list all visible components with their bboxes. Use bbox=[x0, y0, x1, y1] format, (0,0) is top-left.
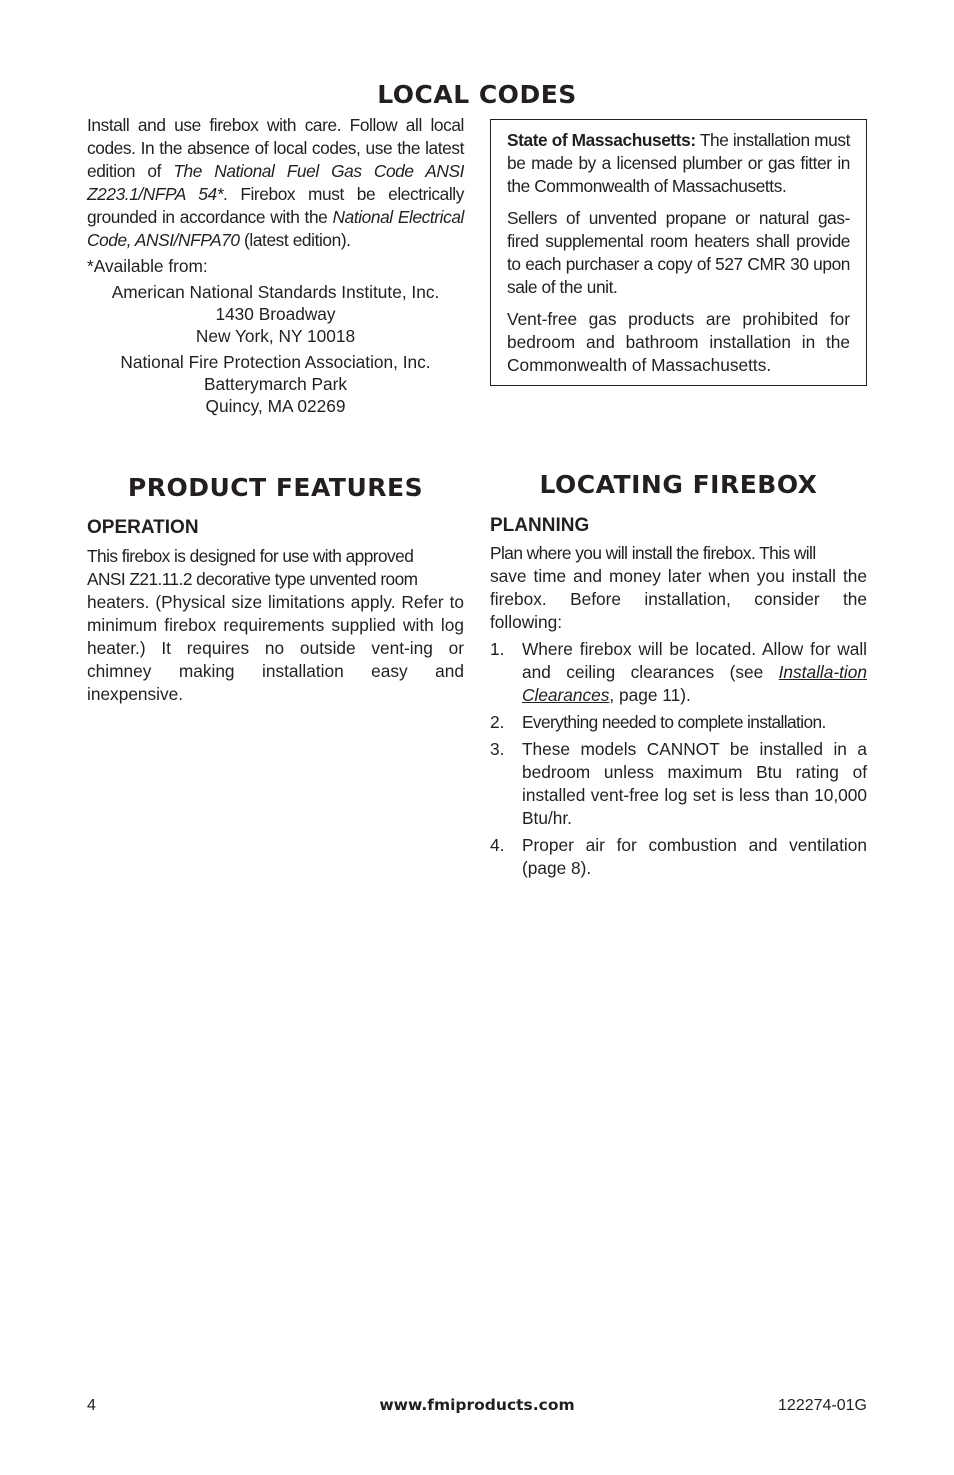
operation-text-rest: heaters. (Physical size limitations apply. Refer to minimum firebox requirements supplied with log heater.) It requires no outside vent-ing or chimney making installation easy and inexpensive. bbox=[87, 592, 464, 704]
operation-subheading: OPERATION bbox=[87, 517, 199, 538]
list-number: 3. bbox=[490, 739, 505, 759]
planning-section bbox=[490, 542, 867, 884]
list-item-text: Everything needed to complete installation. bbox=[522, 712, 826, 732]
massachusetts-label: State of Massachusetts: bbox=[507, 130, 696, 150]
list-number: 4. bbox=[490, 835, 505, 855]
nfpa-address bbox=[87, 351, 464, 417]
local-codes-text-c: (latest edition). bbox=[239, 230, 351, 250]
planning-intro-line-1: Plan where you will install the firebox. This will bbox=[490, 543, 816, 563]
planning-list bbox=[490, 638, 867, 880]
available-from: *Available from: bbox=[87, 256, 208, 276]
massachusetts-text-1: The installation must be made by a licensed plumber or gas fitter in the Commonwealth of Massachusetts. bbox=[507, 130, 850, 196]
list-item bbox=[490, 738, 867, 830]
nfpa-address-line: Batterymarch Park bbox=[203, 374, 348, 394]
list-item-text: , page 11). bbox=[609, 685, 691, 705]
operation-body bbox=[87, 545, 464, 706]
nfpa-address-line: National Fire Protection Association, Inc. bbox=[120, 352, 431, 372]
massachusetts-paragraph-1 bbox=[507, 129, 850, 198]
local-codes-text-b: . Firebox must be electrically grounded in accordance with the bbox=[87, 184, 464, 227]
ansi-address-line: New York, NY 10018 bbox=[195, 326, 356, 346]
list-item bbox=[490, 834, 867, 880]
local-codes-text-a: Install and use firebox with care. Follow all local codes. In the absence of local codes, use the latest edition of bbox=[87, 115, 464, 181]
planning-intro-rest: save time and money later when you install the firebox. Before installation, consider the following: bbox=[490, 566, 867, 632]
nfpa-address-line: Quincy, MA 02269 bbox=[205, 396, 346, 416]
operation-line-2: ANSI Z21.11.2 decorative type unvented room bbox=[87, 569, 418, 589]
operation-line-1: This firebox is designed for use with approved bbox=[87, 546, 414, 566]
ansi-address-line: American National Standards Institute, Inc. bbox=[111, 282, 440, 302]
massachusetts-paragraph-2: Sellers of unvented propane or natural gas-fired supplemental room heaters shall provide to each purchaser a copy of 527 CMR 30 upon sale of the unit. bbox=[507, 208, 850, 297]
website-url: www.fmiproducts.com bbox=[379, 1396, 575, 1414]
planning-subheading: PLANNING bbox=[490, 515, 590, 536]
massachusetts-notice-box bbox=[490, 119, 867, 386]
list-number: 2. bbox=[490, 712, 505, 732]
fuel-gas-code-title: The National Fuel Gas Code ANSI Z223.1/NFPA 54* bbox=[87, 161, 464, 204]
list-number: 1. bbox=[490, 639, 505, 659]
list-item-text: These models CANNOT be installed in a bedroom unless maximum Btu rating of installed vent-free log set is less than 10,000 Btu/hr. bbox=[522, 739, 867, 828]
list-item bbox=[490, 711, 867, 734]
electrical-code-title: National Electrical Code, ANSI/NFPA70 bbox=[87, 207, 464, 250]
page-number: 4 bbox=[87, 1397, 96, 1414]
list-item-text: Proper air for combustion and ventilation (page 8). bbox=[522, 835, 867, 878]
locating-firebox-heading: LOCATING FIREBOX bbox=[539, 470, 818, 499]
installation-clearances-link[interactable]: Installa-tion Clearances bbox=[522, 662, 867, 705]
list-item-text: Where firebox will be located. Allow for wall and ceiling clearances (see bbox=[522, 639, 867, 682]
document-number: 122274-01G bbox=[778, 1397, 867, 1414]
local-codes-heading: LOCAL CODES bbox=[377, 80, 577, 109]
list-item bbox=[490, 638, 867, 707]
ansi-address-line: 1430 Broadway bbox=[215, 304, 336, 324]
ansi-address bbox=[87, 281, 464, 347]
massachusetts-paragraph-3: Vent-free gas products are prohibited for bedroom and bathroom installation in the Commonwealth of Massachusetts. bbox=[507, 309, 850, 375]
product-features-heading: PRODUCT FEATURES bbox=[127, 473, 424, 502]
local-codes-section bbox=[87, 114, 464, 417]
local-codes-paragraph bbox=[87, 114, 464, 252]
